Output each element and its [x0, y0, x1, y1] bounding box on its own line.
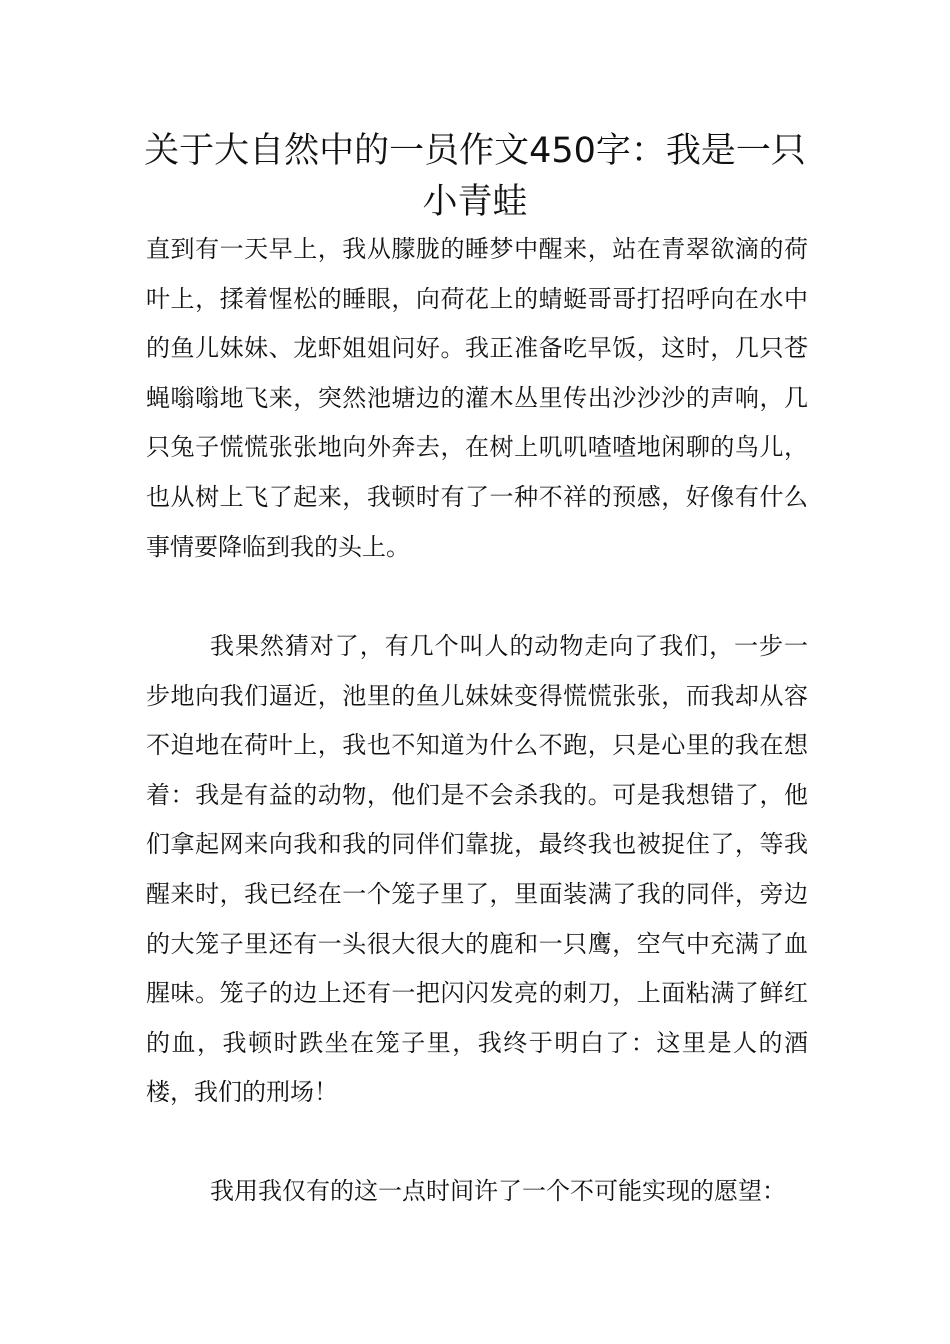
paragraph-3: 我用我仅有的这一点时间许了一个不可能实现的愿望： [210, 1177, 786, 1205]
paragraph-2: 我果然猜对了，有几个叫人的动物走向了我们，一步一步地向我们逼近，池里的鱼儿妹妹变得慌慌张张，而我却从容不迫地在荷叶上，我也不知道为什么不跑，只是心里的我在想着：我是有益的动物，他们是不会杀我的。可是我想错了，他们拿起网来向我和我的同伴们靠拢，最终我也被捉住了，等我醒来时，我已经在一个笼子里了，里面装满了我的同伴，旁边的大笼子里还有一头很大很大的鹿和一只鹰，空气中充满了血腥味。笼子的边上还有一把闪闪发亮的刺刀，上面粘满了鲜红的血，我顿时跌坐在笼子里，我终于明白了：这里是人的酒楼，我们的刑场！ [146, 632, 808, 1107]
document-title: 关于大自然中的一员作文450字：我是一只小青蛙 [144, 131, 806, 222]
paragraph-1: 直到有一天早上，我从朦胧的睡梦中醒来，站在青翠欲滴的荷叶上，揉着惺松的睡眼，向荷花上的蜻蜓哥哥打招呼向在水中的鱼儿妹妹、龙虾姐姐问好。我正准备吃早饭，这时，几只苍蝇嗡嗡地飞来，突然池塘边的灌木丛里传出沙沙沙的声响，几只兔子慌慌张张地向外奔去，在树上叽叽喳喳地闲聊的鸟儿，也从树上飞了起来，我顿时有了一种不祥的预感，好像有什么事情要降临到我的头上。 [146, 235, 808, 561]
